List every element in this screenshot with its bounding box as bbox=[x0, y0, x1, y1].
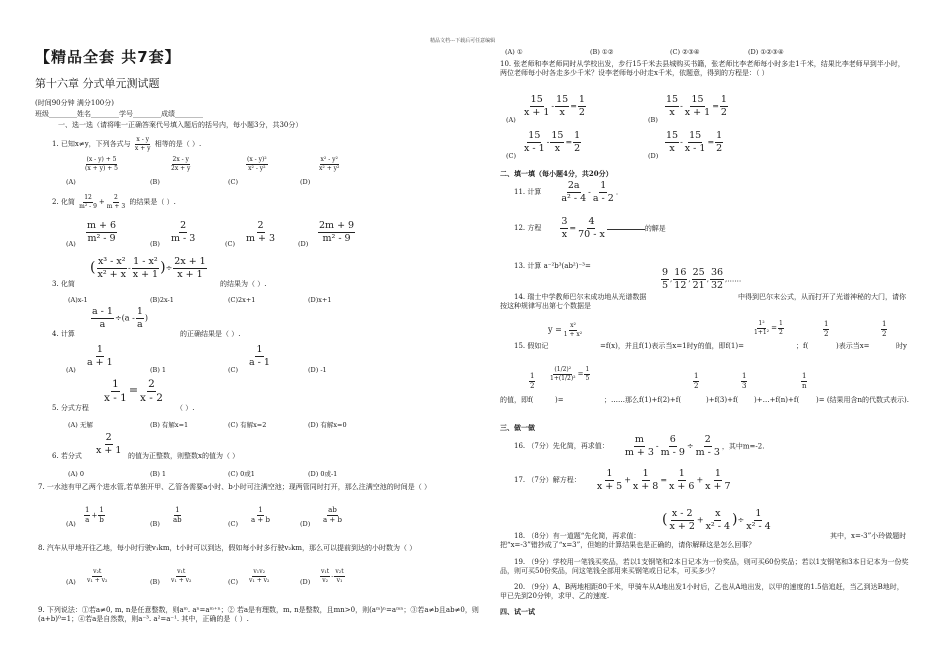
q9-option-b: (B) ①② bbox=[590, 48, 614, 56]
q3-expression: ( $\frac{\text{x³ - x²}}{\text{x² + x}}$ - $\frac{\text{1 - x²}}{x + 1}$ )÷ $\frac{2x + 1}{x + 1}$ bbox=[90, 256, 206, 280]
question-14-cont: 中得到巴尔末公式，从而打开了光谱神秘的大门，请你按这种规律写出第七个数据是 bbox=[500, 293, 906, 310]
question-2: 2. 化简 $\frac{12}{\text{m² - 9}}$ + $\frac{2}{m + 3}$ 的结果是（ ）. bbox=[52, 194, 176, 210]
q10-option-d: (D) $\frac{15}{x}$ - $\frac{15}{x - 1}$ = $\frac{1}{2}$ bbox=[648, 130, 723, 160]
question-12: 12. 方程 $\frac{3}{x}$ = $\frac{4}{70 - x}$ 的解是 bbox=[514, 216, 666, 240]
q3-option-c: (C)2x+1 bbox=[228, 296, 256, 304]
q7-option-a: (A) $\frac{1}{a}$ + $\frac{1}{b}$ bbox=[66, 506, 104, 528]
question-15-c: )表示当x= bbox=[836, 342, 870, 350]
q1-option-d: (D) $\frac{\text{x² - y²}}{\text{x² + y²}}$ bbox=[300, 156, 340, 186]
q10-option-b: (B) $\frac{15}{x}$ - $\frac{15}{x + 1}$ = $\frac{1}{2}$ bbox=[648, 94, 727, 124]
question-4-suffix: 的正确结果是（ ）. bbox=[180, 330, 241, 338]
section4-heading: 四、试一试 bbox=[500, 607, 535, 616]
q4-option-a: (A) $\frac{1}{a + 1}$ bbox=[66, 344, 113, 374]
q2-option-c: (C) $\frac{2}{m + 3}$ bbox=[225, 220, 276, 248]
q15-half-3: $\frac{1}{2}$ bbox=[530, 372, 535, 390]
q7-option-b: (B) $\frac{1}{ab}$ bbox=[150, 506, 182, 528]
q5-option-d: (D) 有解x=0 bbox=[308, 421, 347, 429]
q6-option-d: (D) 0或-1 bbox=[308, 470, 338, 478]
q6-option-c: (C) 0或1 bbox=[228, 470, 255, 478]
q4-option-b: (B) 1 bbox=[150, 366, 167, 374]
question-13: 13. 计算 a⁻²b³(ab²)⁻³= bbox=[514, 262, 591, 270]
question-15: 15. 假如记 bbox=[514, 342, 549, 350]
section1-heading: 一、选一选（请将唯一正确答案代号填入题后的括号内，每小题3分，共30分） bbox=[58, 121, 303, 129]
header-note: 精品文档---下载后可任意编辑 bbox=[430, 38, 496, 44]
q15-half-1: $\frac{1}{2}$ bbox=[824, 320, 829, 338]
question-5: 5. 分式方程 bbox=[52, 404, 89, 412]
q9-option-a: (A) ① bbox=[505, 48, 523, 56]
q9-option-c: (C) ②③④ bbox=[670, 48, 700, 56]
q7-option-d: (D) $\frac{ab}{a + b}$ bbox=[300, 506, 342, 528]
q3-option-b: (B)2x-1 bbox=[150, 296, 174, 304]
question-17: 17. （7分）解方程： $\frac{1}{x + 5}$ + $\frac{1}{x + 8}$ = $\frac{1}{x + 6}$ + $\frac{1}{x + 7}$ bbox=[514, 468, 731, 492]
q2-option-a: (A) $\frac{m + 6}{\text{m² - 9}}$ bbox=[66, 220, 117, 248]
q5-expression: $\frac{1}{x - 1}$ = $\frac{2}{x - 2}$ bbox=[104, 378, 163, 405]
question-20: 20. （9分）A、B两地相距80千米，甲骑车从A地出发1小时后，乙也从A地出发，以甲的速度的1.5倍追赶，当乙到达B地时，甲已先到20分钟，求甲、乙的速度. bbox=[500, 583, 904, 600]
question-11: 11. 计算 $\frac{2a}{\text{a² - 4}}$ - $\frac{1}{a - 2}$ . bbox=[514, 180, 619, 204]
question-18: 18. （8分）有一道题“先化简，再求值： bbox=[514, 532, 641, 540]
q2-option-d: (D) $\frac{2m + 9}{\text{m² - 9}}$ bbox=[298, 220, 355, 248]
q8-option-b: (B) $\frac{\text{v₁t}}{\text{v₁ + v₂}}$ bbox=[150, 568, 192, 586]
question-3-suffix: 的结果为（ ）. bbox=[220, 280, 267, 288]
question-15-i: )+…+f(n)+f( bbox=[754, 396, 800, 404]
q6-option-a: (A) 0 bbox=[68, 470, 84, 478]
q3-option-d: (D)x+1 bbox=[308, 296, 332, 304]
q4-option-d: (D) -1 bbox=[308, 366, 327, 374]
question-9: 9. 下列说法：①若a≠0, m, n是任意整数，则aᵐ. aⁿ=aᵐ⁺ⁿ；② 若a是有理数，m, n是整数，且mn>0，则(aᵐ)ⁿ=aᵐⁿ；③若a≠b且ab≠0，则(a+b)⁰=1；④若a是自然数，则a⁻³. a²=a⁻¹. 其中，正确的是（ ）. bbox=[38, 606, 479, 623]
q15-def: y = $\frac{\text{x²}}{\text{1 + x²}}$ bbox=[548, 322, 583, 338]
question-15-f: )= bbox=[555, 396, 564, 404]
question-14: 14. 瑞士中学教师巴尔末成功地从光谱数据 bbox=[514, 293, 647, 301]
question-3: 3. 化简 bbox=[52, 280, 75, 288]
question-4: 4. 计算 bbox=[52, 330, 75, 338]
student-info: 班级________姓名________学号________成绩________ bbox=[35, 110, 203, 118]
question-8: 8. 汽车从甲地开往乙地，每小时行驶v₁km，t小时可以到达，假如每小时多行驶v₂km，那么可以提前到达的小时数为（ ） bbox=[38, 544, 417, 552]
question-15-j: )= (结果用含n的代数式表示). bbox=[816, 396, 910, 404]
section2-heading: 二、填一填（每小题4分，共20分） bbox=[500, 169, 613, 178]
q18-expression: ( $\frac{x - 2}{x + 2}$ + $\frac{x}{\text{x² - 4}}$ )÷ $\frac{1}{\text{x² - 4}}$ bbox=[662, 508, 771, 532]
q1-option-c: (C) $\frac{\text{(x - y)²}}{\text{x² - y²}}$ bbox=[228, 156, 267, 186]
exam-info: (时间90分钟 满分100分) bbox=[35, 99, 114, 107]
q15-sum-half: $\frac{1}{2}$ bbox=[694, 372, 699, 390]
question-18-cont: 其中，x=-3”小玲做题时把“x=-3”错抄成了“x=3”，但她的计算结果也是正确的，请你解释这是怎么回事？ bbox=[500, 532, 907, 549]
q10-option-a: (A) $\frac{15}{x + 1}$ - $\frac{15}{x}$ = $\frac{1}{2}$ bbox=[506, 94, 585, 124]
q1-option-a: (A) $\frac{(x - y) + 5}{(x + y) + 5}$ bbox=[66, 156, 118, 186]
q2-option-b: (B) $\frac{2}{m - 3}$ bbox=[150, 220, 196, 248]
question-5-suffix: （ ）. bbox=[176, 404, 195, 412]
q5-option-b: (B) 有解x=1 bbox=[150, 421, 189, 429]
question-15-d: 时y bbox=[896, 342, 907, 350]
q14-sequence: $\frac{9}{5}$ , $\frac{16}{12}$ , $\frac{25}{21}$ , $\frac{36}{32}$ ,…… bbox=[662, 267, 742, 291]
q10-option-c: (C) $\frac{15}{x - 1}$ - $\frac{15}{x}$ = $\frac{1}{2}$ bbox=[506, 130, 581, 160]
question-10: 10. 张老师和李老师同时从学校出发，步行15千米去县城购买书籍，张老师比李老师每小时多走1千米，结果比李老师早到半小时，两位老师每小时各走多少千米？设李老师每小时走x千米，依题意，得到的方程是：（ ） bbox=[500, 60, 905, 77]
question-6: 6. 若分式 bbox=[52, 452, 82, 460]
q6-expression: $\frac{2}{x + 1}$ bbox=[96, 432, 122, 456]
q8-option-a: (A) $\frac{\text{v₂t}}{\text{v₁ + v₂}}$ bbox=[66, 568, 108, 586]
q15-eval: $\frac{\text{(1/2)²}}{\text{1+(1/2)²}}$ = $\frac{1}{5}$ bbox=[550, 366, 590, 382]
q15-sum-nth: $\frac{1}{n}$ bbox=[802, 372, 807, 390]
q4-expression: $\frac{a - 1}{a}$ ÷(a - $\frac{1}{a}$ ) bbox=[92, 306, 148, 330]
question-15-g: ；……那么f(1)+f(2)+f( bbox=[604, 396, 682, 404]
question-15-e: 的值，即f( bbox=[500, 396, 534, 404]
question-15-h: )+f(3)+f( bbox=[706, 396, 739, 404]
q8-option-d: (D) $\frac{\text{v₁t}}{\text{v₂}}$ - $\frac{\text{v₂t}}{\text{v₁}}$ bbox=[300, 568, 344, 586]
q5-option-a: (A) 无解 bbox=[68, 421, 93, 429]
q3-option-a: (A)x-1 bbox=[68, 296, 88, 304]
question-15-a: =f(x)，并且f(1)表示当x=1时y的值，即f(1)= bbox=[600, 342, 744, 350]
q8-option-c: (C) $\frac{\text{v₁v₂}}{\text{v₁ + v₂}}$ bbox=[228, 568, 270, 586]
question-15-b: ；f( bbox=[796, 342, 809, 350]
q15-f1: $\frac{\text{1²}}{\text{1+1²}}$ = $\frac{1}{2}$ bbox=[754, 320, 783, 336]
set-title: 【精品全套 共7套】 bbox=[35, 48, 181, 66]
q15-sum-third: $\frac{1}{3}$ bbox=[742, 372, 747, 390]
chapter-title: 第十六章 分式单元测试题 bbox=[35, 77, 160, 90]
q6-option-b: (B) 1 bbox=[150, 470, 167, 478]
q1-option-b: (B) $\frac{2x - y}{2x + y}$ bbox=[150, 156, 191, 186]
q15-half-2: $\frac{1}{2}$ bbox=[882, 320, 887, 338]
question-7: 7. 一水池有甲乙两个进水管,若单独开甲、乙管各需要a小时、b小时可注满空池；现两管同时打开，那么注满空池的时间是（ ） bbox=[38, 483, 432, 491]
q9-option-d: (D) ①②③④ bbox=[748, 48, 784, 56]
q4-option-c: (C) $\frac{1}{a - 1}$ bbox=[228, 344, 270, 374]
question-19: 19. （9分）学校用一笔钱买奖品，若以1支钢笔和2本日记本为一份奖品，则可买60份奖品；若以1支钢笔和3本日记本为一份奖品，则可买50份奖品，问这笔钱全部用来买钢笔或日记本，可买多少？ bbox=[500, 558, 909, 575]
question-1: 1. 已知x≠y，下列各式与 $\frac{x - y}{x + y}$ 相等的是（ ）. bbox=[52, 136, 202, 152]
q5-option-c: (C) 有解x=2 bbox=[228, 421, 267, 429]
q7-option-c: (C) $\frac{1}{a + b}$ bbox=[228, 506, 270, 528]
section3-heading: 三、做一做 bbox=[500, 423, 535, 432]
question-6-suffix: 的值为正整数，则整数x的值为（ ） bbox=[128, 452, 240, 460]
question-16: 16. （7分）先化简，再求值： $\frac{m}{m + 3}$ - $\frac{6}{m - 9}$ ÷ $\frac{2}{m - 3}$ ，其中m=-2. bbox=[514, 434, 765, 458]
